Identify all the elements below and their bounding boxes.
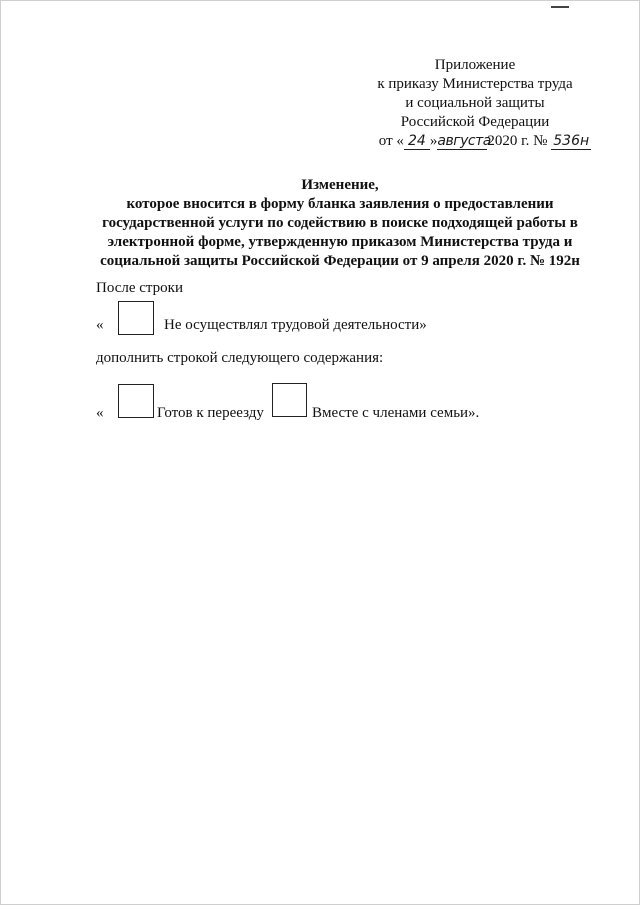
add-line-label: дополнить строкой следующего содержания:: [96, 350, 384, 366]
title-heading: Изменение,: [301, 177, 379, 193]
existing-row-checkbox: [118, 301, 154, 335]
new-row-checkbox-family: [272, 383, 307, 417]
date-prefix: от «: [378, 133, 404, 149]
title-line-3: электронной форме, утвержденную приказом Министерства труда и: [107, 234, 573, 250]
appendix-header: [330, 56, 620, 151]
date-year: 2020 г. №: [487, 133, 548, 149]
new-row-quote: «: [96, 405, 104, 421]
new-row-option-family: Вместе с членами семьи».: [312, 405, 480, 421]
handwritten-day: 24: [404, 134, 430, 150]
document-title: [80, 176, 600, 271]
appendix-federation-line: Российской Федерации: [400, 114, 550, 130]
appendix-order-ref: к приказу Министерства труда: [377, 76, 573, 92]
handwritten-order-number: 536н: [551, 134, 591, 150]
appendix-date-line: [340, 132, 630, 151]
date-mid: »: [429, 133, 438, 149]
after-line-label: После строки: [96, 280, 183, 296]
existing-row-quote: «: [96, 317, 104, 333]
appendix-ministry-line: и социальной защиты: [405, 95, 545, 111]
title-line-4: социальной защиты Российской Федерации от 9 апреля 2020 г. № 192н: [100, 253, 580, 269]
new-row-checkbox-relocate: [118, 384, 154, 418]
handwritten-month: августа: [437, 133, 491, 149]
title-line-2: государственной услуги по содействию в поиске подходящей работы в: [102, 215, 578, 231]
appendix-title: Приложение: [434, 57, 516, 73]
new-row-option-relocate: Готов к переезду: [157, 405, 264, 421]
scan-mark: [551, 6, 569, 8]
existing-row-text: Не осуществлял трудовой деятельности»: [164, 317, 427, 333]
title-line-1: которое вносится в форму бланка заявления о предоставлении: [126, 196, 554, 212]
